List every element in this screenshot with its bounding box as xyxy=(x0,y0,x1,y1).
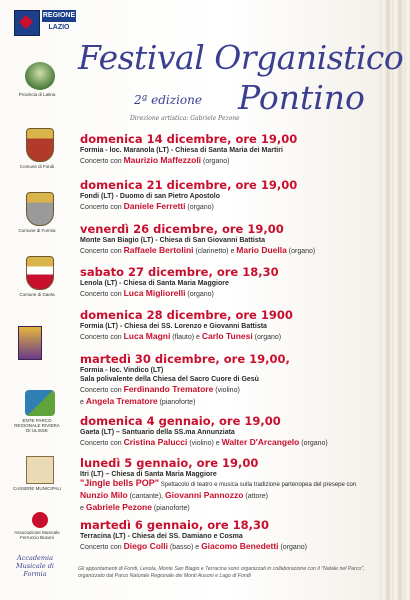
busoni-logo xyxy=(14,512,62,540)
event-venue: Formia - loc. Maranola (LT) - Chiesa di Santa Maria dei Martiri xyxy=(80,147,283,154)
fondi-logo xyxy=(18,128,62,169)
poster-icon xyxy=(18,326,42,360)
event-date: domenica 4 gennaio, ore 19,00 xyxy=(80,414,281,428)
event-venue: Gaeta (LT) – Santuario della SS.ma Annunziata xyxy=(80,429,235,436)
event-venue-detail: Sala polivalente della Chiesa del Sacro Cuore di Gesù xyxy=(80,376,259,383)
footer-note: Gli appuntamenti di Fondi, Lenola, Monte San Biagio e Terracina sono organizzati in collaborazione con il "Natale nel Parco", organizzato dal Parco Naturale Regionale dei Monti Ausoni e Lago di Fondi xyxy=(78,566,365,579)
event-performers: Concerto con Luca Migliorelli (organo) xyxy=(80,288,214,298)
event-item xyxy=(80,132,380,167)
event-performers: Nunzio Milo (cantante), Giovanni Pannozzo (attore) xyxy=(80,490,268,500)
event-performers: Concerto con Daniele Ferretti (organo) xyxy=(80,201,214,211)
gaeta-crest-icon xyxy=(26,256,54,290)
event-date: venerdì 26 dicembre, ore 19,00 xyxy=(80,222,284,236)
park-logo-icon xyxy=(25,390,55,416)
event-item xyxy=(80,265,380,300)
accademia-logo-icon: Accademia Musicale di Formia xyxy=(15,554,54,578)
event-item xyxy=(80,178,380,213)
park-logo xyxy=(14,390,62,433)
fondi-crest-icon xyxy=(26,128,54,162)
gaeta-caption: Comune di Gaeta xyxy=(19,292,55,297)
event-performers-2: e Angela Trematore (pianoforte) xyxy=(80,396,196,406)
event-performers: Concerto con Luca Magni (flauto) e Carlo Tunesi (organo) xyxy=(80,331,282,341)
event-performers: Concerto con Cristina Palucci (violino) e Walter D'Arcangelo (organo) xyxy=(80,437,328,447)
accademia-logo xyxy=(15,552,62,578)
event-item xyxy=(80,414,380,449)
event-venue: Lenola (LT) - Chiesa di Santa Maria Maggiore xyxy=(80,280,229,287)
festival-title: Festival Organistico xyxy=(78,38,404,77)
busoni-caption: Associazione Musicale Ferruccio Busoni xyxy=(14,530,60,540)
event-show: "Jingle bells POP" Spettacolo di teatro e musica sulla tradizione partenopea del presepe con xyxy=(80,478,357,488)
region-lazio-logo xyxy=(14,8,76,36)
sponsor-sidebar xyxy=(0,0,76,600)
edition-label: 2ª edizione xyxy=(134,93,202,107)
event-item xyxy=(80,456,380,514)
event-date: domenica 14 dicembre, ore 19,00 xyxy=(80,132,298,146)
event-venue: Fondi (LT) - Duomo di san Pietro Apostolo xyxy=(80,193,220,200)
region-label-2: LAZIO xyxy=(48,24,70,31)
event-performers: Concerto con Ferdinando Trematore (violino) xyxy=(80,384,240,394)
busoni-logo-icon xyxy=(32,512,48,528)
event-venue: Monte San Biagio (LT) - Chiesa di San Giovanni Battista xyxy=(80,237,265,244)
festival-subtitle: Pontino xyxy=(238,78,365,117)
event-venue: Formia - loc. Vindico (LT) xyxy=(80,367,164,374)
event-item xyxy=(80,518,380,553)
fondi-caption: Comune di Fondi xyxy=(19,164,55,169)
building-icon xyxy=(26,456,54,484)
event-venue: Terracina (LT) - Chiesa dei SS. Damiano e Cosma xyxy=(80,533,243,540)
event-date: sabato 27 dicembre, ore 18,30 xyxy=(80,265,279,279)
region-label-1: REGIONE xyxy=(42,10,76,22)
event-item xyxy=(80,222,380,257)
province-caption: Provincia di Latina xyxy=(18,92,56,97)
park-caption: ENTE PARCO REGIONALE RIVIERA DI ULISSE xyxy=(14,418,60,433)
event-performers: Concerto con Diego Colli (basso) e Giacomo Benedetti (organo) xyxy=(80,541,307,551)
event-date: domenica 28 dicembre, ore 1900 xyxy=(80,308,293,322)
event-item xyxy=(80,352,380,408)
formia-crest-icon xyxy=(26,192,54,226)
event-performers: Concerto con Raffaele Bertolini (clarinetto) e Mario Duella (organo) xyxy=(80,245,316,255)
event-venue: Itri (LT) – Chiesa di Santa Maria Maggiore xyxy=(80,471,217,478)
event-date: domenica 21 dicembre, ore 19,00 xyxy=(80,178,298,192)
cassere-caption: CASSERE MUNICIPALI xyxy=(12,486,62,491)
event-date: lunedì 5 gennaio, ore 19,00 xyxy=(80,456,259,470)
cassere-logo xyxy=(12,456,62,491)
gaeta-logo xyxy=(18,256,62,297)
event-date: martedì 30 dicembre, ore 19,00, xyxy=(80,352,290,366)
event-poster-logo xyxy=(18,326,42,360)
province-crest-icon xyxy=(25,62,55,90)
curtain-decoration xyxy=(380,0,410,600)
event-date: martedì 6 gennaio, ore 18,30 xyxy=(80,518,270,532)
event-performers-2: e Gabriele Pezone (pianoforte) xyxy=(80,502,190,512)
formia-logo xyxy=(18,192,62,233)
event-item xyxy=(80,308,380,343)
artistic-direction: Direzione artistica: Gabriele Pezone xyxy=(130,115,240,122)
event-performers: Concerto con Maurizio Maffezzoli (organo) xyxy=(80,155,230,165)
formia-caption: Comune di Formia xyxy=(18,228,56,233)
province-logo xyxy=(18,62,62,97)
region-emblem-icon xyxy=(14,10,40,36)
event-venue: Formia (LT) - Chiesa dei SS. Lorenzo e Giovanni Battista xyxy=(80,323,267,330)
